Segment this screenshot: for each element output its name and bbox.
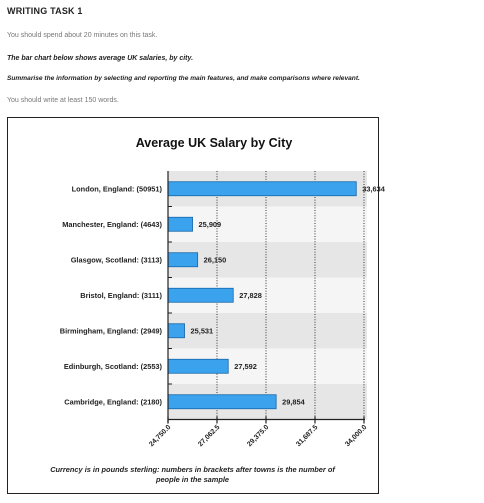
bar-value-label: 25,531 (190, 326, 214, 336)
task-title: WRITING TASK 1 (7, 6, 83, 16)
bar (168, 359, 228, 373)
x-tick-label: 34,000.0 (344, 423, 369, 449)
bar (168, 395, 276, 409)
bar-value-label: 29,854 (282, 397, 305, 407)
category-labels (60, 184, 163, 406)
category-label: London, England: (50951) (71, 184, 162, 194)
bar (168, 288, 233, 302)
task-prompt: The bar chart below shows average UK salaries, by city. (7, 55, 194, 62)
x-tick-label: 27,062.5 (197, 423, 222, 449)
bar (168, 324, 185, 338)
bar-value-label: 25,909 (198, 219, 222, 229)
tick-labels (148, 424, 368, 448)
bar (168, 253, 198, 267)
category-label: Glasgow, Scotland: (3113) (70, 255, 162, 265)
bar (168, 182, 356, 196)
bar-value-label: 27,828 (239, 290, 262, 300)
chart-title: Average UK Salary by City (135, 136, 293, 150)
summary-instruction: Summarise the information by selecting and reporting the main features, and make comparisons where relevant. (7, 75, 360, 82)
category-label: Bristol, England: (3111) (80, 290, 162, 300)
category-label: Edinburgh, Scotland: (2553) (63, 361, 162, 371)
bar-value-label: 33,634 (362, 184, 385, 194)
bar (168, 217, 193, 231)
category-label: Birmingham, England: (2949) (59, 326, 162, 336)
bar-value-label: 26,150 (203, 255, 227, 265)
time-instruction: You should spend about 20 minutes on this task. (7, 32, 158, 39)
x-tick-label: 31,687.5 (295, 423, 320, 449)
bar-value-label: 27,592 (234, 361, 257, 371)
category-label: Manchester, England: (4643) (62, 219, 162, 229)
word-instruction: You should write at least 150 words. (7, 97, 119, 104)
x-tick-label: 29,375.0 (246, 423, 271, 449)
category-label: Cambridge, England: (2180) (64, 397, 162, 407)
x-tick-label: 24,750.0 (148, 423, 173, 449)
chart-caption: Currency is in pounds sterling: numbers in brackets after towns is the number of people in the sample (50, 465, 335, 484)
